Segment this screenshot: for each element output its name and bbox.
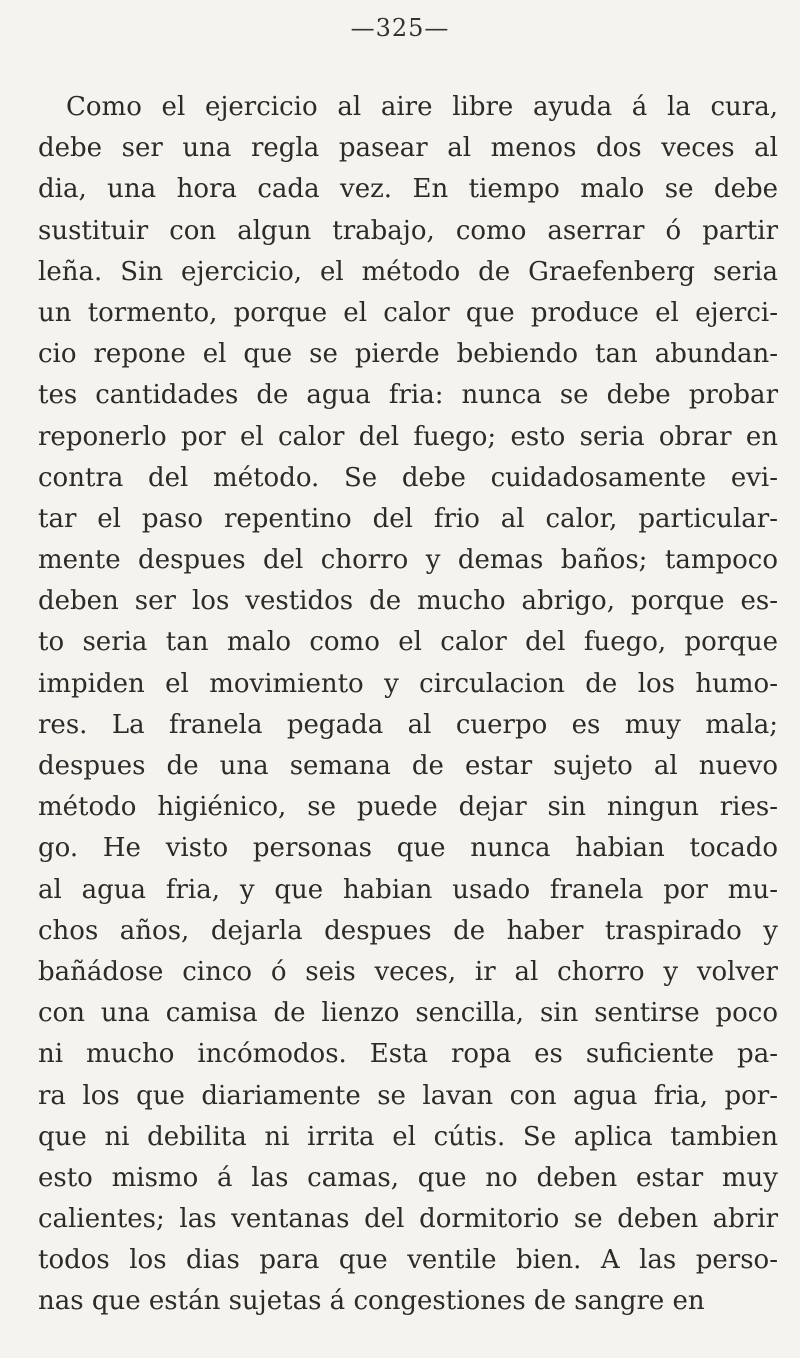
page-number: —325—	[350, 14, 450, 42]
text-line: cio repone el que se pierde bebiendo tan abundan-	[38, 339, 778, 370]
text-line: to seria tan malo como el calor del fuego, porque	[38, 627, 778, 658]
text-line: reponerlo por el calor del fuego; esto seria obrar en	[38, 421, 778, 452]
text-line: go. He visto personas que nunca habian tocado	[38, 833, 778, 864]
text-line: mente despues del chorro y demas baños; tampoco	[38, 545, 778, 576]
text-line: tar el paso repentino del frio al calor, particular-	[38, 503, 778, 534]
text-line: con una camisa de lienzo sencilla, sin sentirse poco	[38, 998, 778, 1029]
text-line: impiden el movimiento y circulacion de los humo-	[38, 668, 778, 699]
text-line: dia, una hora cada vez. En tiempo malo se debe	[38, 174, 778, 205]
text-line: debe ser una regla pasear al menos dos veces al	[38, 133, 778, 164]
text-line: al agua fria, y que habian usado franela por mu-	[38, 874, 778, 905]
text-line: calientes; las ventanas del dormitorio se deben abrir	[38, 1204, 778, 1235]
text-line: ni mucho incómodos. Esta ropa es suficiente pa-	[38, 1039, 778, 1070]
text-line: nas que están sujetas á congestiones de sangre en	[38, 1286, 705, 1317]
text-line: un tormento, porque el calor que produce el ejerci-	[38, 297, 778, 328]
text-line: bañádose cinco ó seis veces, ir al chorro y volver	[38, 956, 778, 987]
text-line: res. La franela pegada al cuerpo es muy mala;	[38, 709, 778, 740]
text-line: sustituir con algun trabajo, como aserrar ó partir	[38, 215, 778, 246]
text-line: Como el ejercicio al aire libre ayuda á la cura,	[66, 92, 778, 122]
text-line: esto mismo á las camas, que no deben estar muy	[38, 1162, 778, 1193]
text-line: chos años, dejarla despues de haber traspirado y	[38, 915, 778, 946]
text-line: método higiénico, se puede dejar sin ningun ries-	[38, 792, 778, 823]
text-line: todos los dias para que ventile bien. A las perso-	[38, 1245, 778, 1276]
text-line: ra los que diariamente se lavan con agua fria, por-	[38, 1080, 778, 1111]
text-line: despues de una semana de estar sujeto al nuevo	[38, 751, 778, 781]
text-line: leña. Sin ejercicio, el método de Graefenberg seria	[38, 256, 778, 287]
text-line: tes cantidades de agua fria: nunca se debe probar	[38, 380, 778, 411]
body-text	[38, 87, 778, 1323]
text-line: contra del método. Se debe cuidadosamente evi-	[38, 462, 778, 493]
text-line: que ni debilita ni irrita el cútis. Se aplica tambien	[38, 1121, 778, 1152]
text-line: deben ser los vestidos de mucho abrigo, porque es-	[38, 586, 778, 617]
